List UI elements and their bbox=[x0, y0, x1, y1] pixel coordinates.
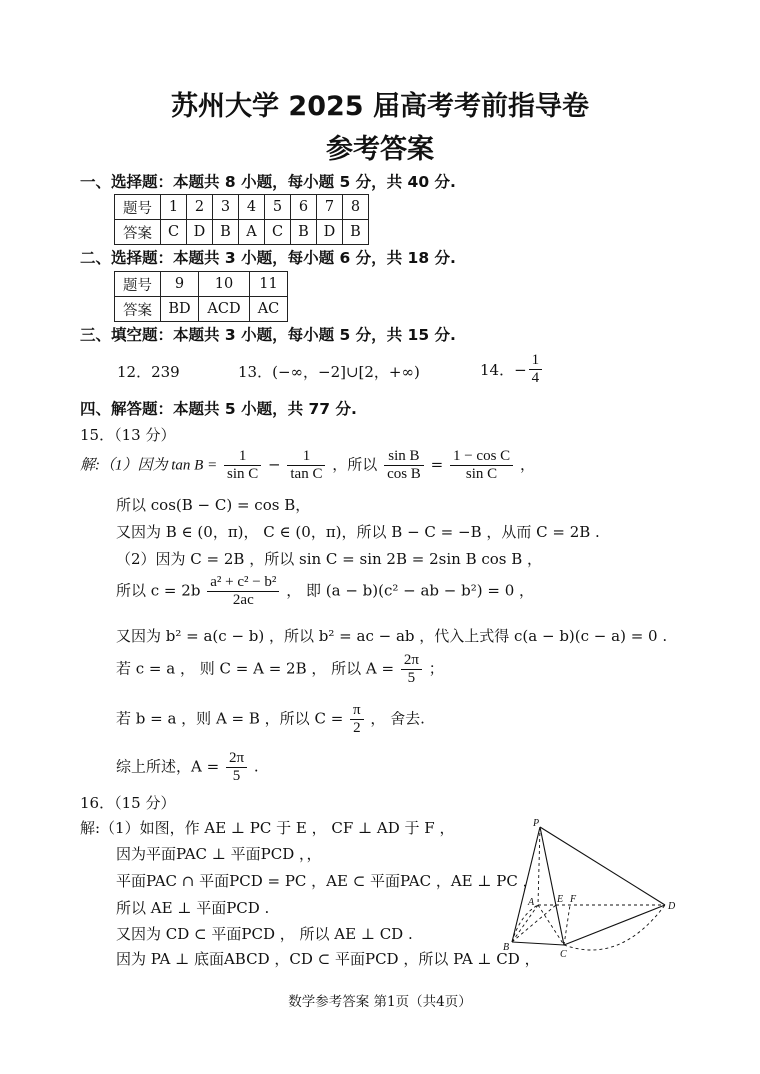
q16-line-2: 因为平面PAC ⊥ 平面PCD ，， bbox=[116, 845, 322, 863]
minus-sign: − bbox=[268, 455, 281, 474]
answer-table-1 bbox=[114, 194, 369, 245]
table-cell: C bbox=[161, 220, 187, 245]
label-P: P bbox=[533, 818, 540, 829]
q15-line-5 bbox=[116, 574, 534, 609]
fraction-numerator: π bbox=[350, 702, 364, 720]
q15-header: 15．（13 分） bbox=[80, 426, 176, 444]
fraction-numerator: 2π bbox=[401, 652, 422, 670]
edge-AB bbox=[512, 905, 538, 942]
q15-line-9 bbox=[116, 750, 259, 785]
fraction bbox=[207, 574, 279, 609]
table-cell: B bbox=[213, 220, 239, 245]
section-2-heading: 二、选择题：本题共 3 小题，每小题 6 分，共 18 分. bbox=[80, 249, 456, 267]
fraction bbox=[529, 352, 543, 387]
table-row bbox=[115, 297, 288, 322]
table-row bbox=[115, 272, 288, 297]
fraction-denominator: 5 bbox=[232, 768, 241, 784]
text-run: 解:（1）因为 tan B = bbox=[80, 457, 218, 474]
table-cell: 5 bbox=[265, 195, 291, 220]
section-1-heading: 一、选择题：本题共 8 小题，每小题 5 分，共 40 分. bbox=[80, 173, 456, 191]
fraction-numerator: 1 bbox=[529, 352, 543, 370]
q16-line-5: 又因为 CD ⊂ 平面PCD ， 所以 AE ⊥ CD . bbox=[116, 925, 413, 943]
q15-line-1 bbox=[80, 448, 535, 483]
text-run: 若 b = a ，则 A = B ，所以 C = bbox=[116, 709, 344, 728]
fraction-numerator: 2π bbox=[226, 750, 247, 768]
table-cell: 10 bbox=[199, 272, 250, 297]
q15-line-6: 又因为 b² = a(c − b) ，所以 b² = ac − ab ，代入上式得 c(a − b)(c − a) = 0 . bbox=[116, 627, 668, 645]
answer-14 bbox=[480, 352, 544, 387]
answer-14-prefix: 14．− bbox=[480, 361, 527, 379]
table-row bbox=[115, 195, 369, 220]
fraction bbox=[401, 652, 422, 687]
section-4-heading: 四、解答题：本题共 5 小题，共 77 分. bbox=[80, 400, 357, 418]
table-header-cell: 答案 bbox=[115, 297, 161, 322]
fraction-denominator: cos B bbox=[387, 466, 421, 482]
table-cell: 7 bbox=[317, 195, 343, 220]
edge-CD bbox=[564, 905, 665, 945]
label-B: B bbox=[503, 942, 510, 953]
table-header-cell: 题号 bbox=[115, 195, 161, 220]
fraction bbox=[224, 448, 261, 483]
table-cell: B bbox=[291, 220, 317, 245]
label-C: C bbox=[560, 949, 567, 960]
pyramid-figure bbox=[500, 815, 685, 965]
fraction bbox=[384, 448, 424, 483]
table-cell: 11 bbox=[250, 272, 288, 297]
fraction bbox=[287, 448, 325, 483]
q16-line-3: 平面PAC ∩ 平面PCD = PC ，AE ⊂ 平面PAC ，AE ⊥ PC ， bbox=[116, 872, 538, 890]
table-cell: ACD bbox=[199, 297, 250, 322]
table-cell: 8 bbox=[343, 195, 369, 220]
answer-13: 13．(−∞，−2]∪[2，+∞) bbox=[238, 363, 420, 381]
q15-line-8 bbox=[116, 702, 425, 737]
table-header-cell: 题号 bbox=[115, 272, 161, 297]
text-run: ，所以 bbox=[332, 455, 378, 474]
edge-PA bbox=[538, 827, 540, 905]
fraction-numerator: 1 − cos C bbox=[450, 448, 513, 466]
text-run: 若 c = a ， 则 C = A = 2B ， 所以 A = bbox=[116, 659, 395, 678]
q16-line-6: 因为 PA ⊥ 底面ABCD ，CD ⊂ 平面PCD ，所以 PA ⊥ CD ， bbox=[116, 950, 540, 968]
table-cell: 9 bbox=[161, 272, 199, 297]
table-cell: 4 bbox=[239, 195, 265, 220]
text-run: 综上所述，A = bbox=[116, 757, 220, 776]
label-D: D bbox=[668, 901, 676, 912]
table-cell: C bbox=[265, 220, 291, 245]
text-run: ， 舍去. bbox=[370, 709, 425, 728]
equals-sign: = bbox=[430, 455, 444, 474]
fraction bbox=[350, 702, 364, 737]
fraction bbox=[226, 750, 247, 785]
table-cell: B bbox=[343, 220, 369, 245]
table-cell: AC bbox=[250, 297, 288, 322]
arc-CD bbox=[564, 905, 665, 950]
label-A: A bbox=[528, 897, 535, 908]
fraction-denominator: 2ac bbox=[232, 592, 254, 608]
q16-header: 16．（15 分） bbox=[80, 794, 176, 812]
edge-PB bbox=[512, 827, 540, 942]
text-run: ， bbox=[519, 455, 535, 474]
page-footer: 数学参考答案 第1页（共4页） bbox=[288, 994, 472, 1010]
fraction-denominator: 2 bbox=[353, 720, 361, 736]
table-cell: 6 bbox=[291, 195, 317, 220]
label-E: E bbox=[557, 894, 564, 905]
table-cell: 1 bbox=[161, 195, 187, 220]
fraction-denominator: 5 bbox=[407, 670, 416, 686]
q16-line-4: 所以 AE ⊥ 平面PCD . bbox=[116, 899, 270, 917]
fraction-denominator: 4 bbox=[531, 370, 540, 386]
table-cell: BD bbox=[161, 297, 199, 322]
answer-table-2 bbox=[114, 271, 288, 322]
table-header-cell: 答案 bbox=[115, 220, 161, 245]
fraction bbox=[450, 448, 513, 483]
q15-line-2: 所以 cos(B − C) = cos B， bbox=[116, 496, 311, 514]
segment-CF bbox=[564, 905, 570, 945]
text-run: . bbox=[253, 757, 259, 776]
table-cell: D bbox=[187, 220, 213, 245]
table-cell: 3 bbox=[213, 195, 239, 220]
text-run: ， 即 (a − b)(c² − ab − b²) = 0 ， bbox=[286, 581, 535, 600]
document-subtitle: 参考答案 bbox=[326, 134, 434, 165]
document-title: 苏州大学 2025 届高考考前指导卷 bbox=[171, 91, 589, 122]
table-cell: D bbox=[317, 220, 343, 245]
table-cell: 2 bbox=[187, 195, 213, 220]
q15-line-7 bbox=[116, 652, 444, 687]
fraction-denominator: sin C bbox=[226, 466, 259, 482]
table-cell: A bbox=[239, 220, 265, 245]
text-run: 所以 c = 2b bbox=[116, 581, 201, 600]
q16-line-1: 解:（1）如图，作 AE ⊥ PC 于 E ， CF ⊥ AD 于 F ， bbox=[80, 819, 455, 837]
label-F: F bbox=[570, 894, 577, 905]
fraction-numerator: sin B bbox=[384, 448, 424, 466]
fraction-denominator: sin C bbox=[465, 466, 498, 482]
text-run: ； bbox=[428, 659, 444, 678]
fraction-numerator: 1 bbox=[224, 448, 261, 466]
edge-BC bbox=[512, 942, 564, 945]
fraction-numerator: a² + c² − b² bbox=[207, 574, 279, 592]
section-3-heading: 三、填空题：本题共 3 小题，每小题 5 分，共 15 分. bbox=[80, 326, 456, 344]
fraction-denominator: tan C bbox=[290, 466, 323, 482]
q15-line-4: （2）因为 C = 2B ，所以 sin C = sin 2B = 2sin B cos B ， bbox=[116, 550, 543, 568]
q15-line-3: 又因为 B ∈ (0，π)， C ∈ (0，π)，所以 B − C = −B ，从而 C = 2B . bbox=[116, 523, 600, 541]
table-row bbox=[115, 220, 369, 245]
answer-12: 12．239 bbox=[117, 363, 180, 381]
fraction-numerator: 1 bbox=[287, 448, 325, 466]
